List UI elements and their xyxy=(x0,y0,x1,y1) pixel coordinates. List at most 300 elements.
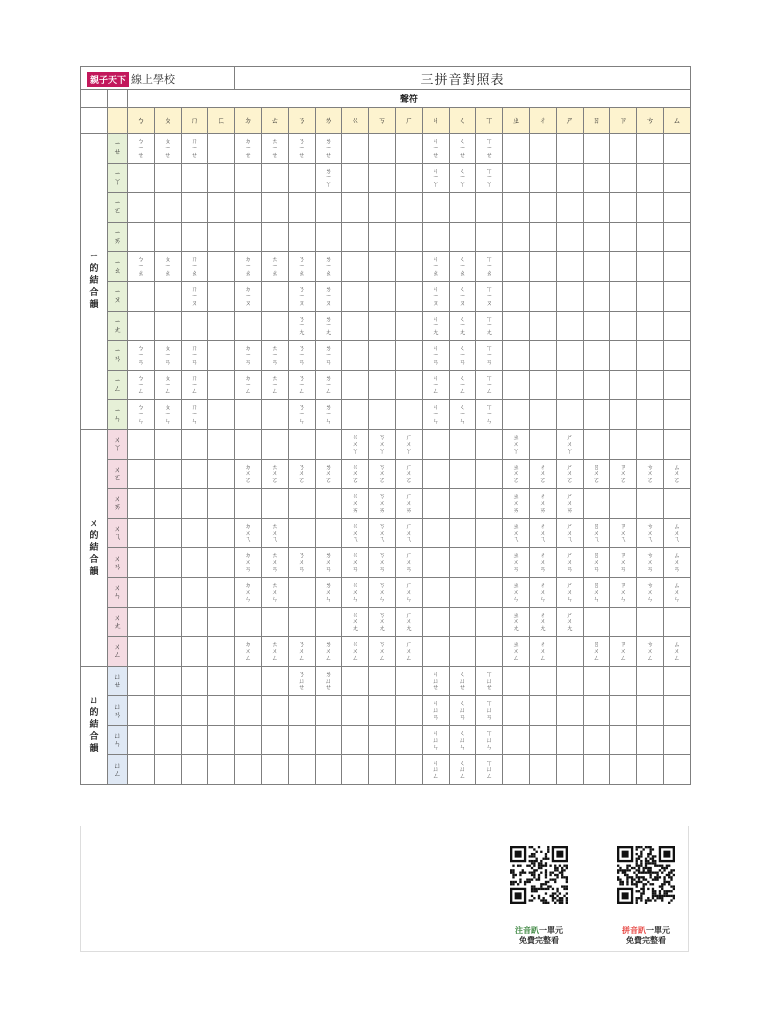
syllable-initial: ㄗ xyxy=(620,551,627,560)
syllable-cell xyxy=(235,637,262,667)
syllable-cell xyxy=(315,429,342,459)
group-label-char: ㄩ xyxy=(89,696,99,707)
syllable-cell xyxy=(128,370,155,400)
syllable-cell xyxy=(583,607,610,637)
syllable-part: ㄥ xyxy=(378,653,386,662)
syllable-initial: ㄓ xyxy=(512,610,520,619)
syllable-part: ㄨ xyxy=(378,587,386,596)
syllable-initial: ㄖ xyxy=(593,581,600,589)
syllable-initial: ㄉ xyxy=(244,462,252,471)
syllable-cell xyxy=(369,607,396,637)
syllable-cell xyxy=(288,370,315,400)
group-label xyxy=(81,666,108,784)
syllable-cell xyxy=(583,222,610,252)
promo-pinyin-line2: 免費完整看 xyxy=(626,936,666,945)
syllable-initial: ㄐ xyxy=(432,758,439,767)
syllable-part: ㄝ xyxy=(191,150,198,159)
syllable-part: ㄡ xyxy=(459,298,466,307)
final-char: ㄝ xyxy=(113,147,122,157)
syllable-initial: ㄙ xyxy=(673,521,681,530)
syllable-part: ㄣ xyxy=(459,417,466,426)
pinyin-chart-sheet xyxy=(80,66,689,785)
syllable-part: ㄨ xyxy=(673,528,681,537)
syllable-initial: ㄍ xyxy=(352,640,359,649)
syllable-cell xyxy=(154,518,181,548)
final-header-cell xyxy=(108,400,128,430)
syllable-initial: ㄖ xyxy=(593,551,600,560)
syllable-cell xyxy=(637,518,664,548)
table-row xyxy=(81,429,691,459)
syllable-cell xyxy=(556,637,583,667)
syllable-cell xyxy=(262,666,289,696)
syllable-part: ㄨ xyxy=(352,528,359,537)
syllable-part: ㄥ xyxy=(164,387,171,396)
syllable-cell xyxy=(262,637,289,667)
syllable-part: ㄧ xyxy=(432,380,439,389)
syllable-initial: ㄉ xyxy=(244,373,252,382)
syllable-cell xyxy=(342,134,369,164)
syllable-initial: ㄗ xyxy=(620,640,627,649)
syllable-cell xyxy=(610,577,637,607)
syllable-cell xyxy=(396,163,423,193)
syllable-part: ㄨ xyxy=(352,499,359,508)
final-header-cell xyxy=(108,518,128,548)
syllable-cell xyxy=(342,489,369,519)
syllable-cell xyxy=(154,163,181,193)
syllable-part: ㄛ xyxy=(539,476,547,485)
syllable-initial: ㄌ xyxy=(325,166,332,175)
syllable-part: ㄨ xyxy=(325,587,332,596)
syllable-cell xyxy=(556,311,583,341)
syllable-part: ㄥ xyxy=(137,387,145,396)
syllable-part: ㄧ xyxy=(191,410,198,419)
syllable-part: ㄧ xyxy=(298,321,305,330)
syllable-cell xyxy=(503,637,530,667)
syllable-initial: ㄋ xyxy=(298,462,305,471)
syllable-cell xyxy=(315,222,342,252)
final-char: ㄨ xyxy=(113,524,122,534)
syllable-cell xyxy=(663,281,690,311)
syllable-initial: ㄑ xyxy=(459,166,466,175)
syllable-part: ㄨ xyxy=(673,558,681,567)
syllable-cell xyxy=(476,666,503,696)
syllable-cell xyxy=(396,281,423,311)
syllable-part: ㄩ xyxy=(432,735,439,744)
syllable-part: ㄨ xyxy=(620,646,627,655)
syllable-cell xyxy=(610,193,637,223)
syllable-part: ㄧ xyxy=(486,291,493,300)
syllable-part: ㄨ xyxy=(593,646,600,655)
syllable-part: ㄟ xyxy=(673,535,681,544)
syllable-cell xyxy=(422,666,449,696)
syllable-cell xyxy=(556,400,583,430)
syllable-part: ㄣ xyxy=(593,594,600,603)
syllable-part: ㄨ xyxy=(352,558,359,567)
group-label-char: 合 xyxy=(89,732,99,743)
syllable-cell xyxy=(342,637,369,667)
syllable-initial: ㄐ xyxy=(432,403,439,412)
syllable-cell xyxy=(610,400,637,430)
syllable-cell xyxy=(503,725,530,755)
syllable-initial: ㄎ xyxy=(378,581,386,589)
syllable-cell xyxy=(449,370,476,400)
syllable-initial: ㄖ xyxy=(593,640,600,649)
syllable-cell xyxy=(663,341,690,371)
qr-block-pinyin xyxy=(610,846,682,946)
syllable-part: ㄨ xyxy=(378,617,386,626)
syllable-initial: ㄐ xyxy=(432,314,439,323)
syllable-part: ㄨ xyxy=(271,469,279,478)
syllable-initial: ㄘ xyxy=(646,521,654,530)
syllable-part: ㄨ xyxy=(244,587,252,596)
syllable-part: ㄣ xyxy=(325,417,332,426)
table-row xyxy=(81,193,691,223)
syllable-initial: ㄔ xyxy=(539,462,547,471)
table-row xyxy=(81,252,691,282)
syllable-cell xyxy=(422,429,449,459)
syllable-cell xyxy=(181,163,208,193)
syllable-part: ㄧ xyxy=(271,380,279,389)
syllable-cell xyxy=(315,370,342,400)
syllable-cell xyxy=(235,252,262,282)
syllable-cell xyxy=(610,222,637,252)
syllable-initial: ㄘ xyxy=(646,581,654,589)
syllable-cell xyxy=(556,489,583,519)
syllable-cell xyxy=(235,400,262,430)
syllable-cell xyxy=(476,222,503,252)
syllable-part: ㄨ xyxy=(512,439,520,448)
syllable-initial: ㄔ xyxy=(539,640,547,649)
final-char: ㄥ xyxy=(113,384,122,394)
syllable-cell xyxy=(610,370,637,400)
syllable-cell xyxy=(610,637,637,667)
syllable-cell xyxy=(181,607,208,637)
syllable-cell xyxy=(583,548,610,578)
syllable-cell xyxy=(369,518,396,548)
syllable-part: ㄤ xyxy=(325,328,332,337)
syllable-cell xyxy=(583,134,610,164)
syllable-cell xyxy=(208,252,235,282)
syllable-part: ㄥ xyxy=(459,772,466,781)
initial-header-cell: ㄊ xyxy=(262,108,289,134)
syllable-part: ㄧ xyxy=(325,351,332,360)
syllable-part: ㄛ xyxy=(593,476,600,485)
syllable-cell xyxy=(503,429,530,459)
syllable-cell xyxy=(262,163,289,193)
final-char: ㄧ xyxy=(113,198,122,208)
syllable-cell xyxy=(128,341,155,371)
syllable-cell xyxy=(530,193,557,223)
syllable-cell xyxy=(288,489,315,519)
syllable-part: ㄨ xyxy=(512,499,520,508)
syllable-cell xyxy=(262,311,289,341)
syllable-part: ㄢ xyxy=(486,712,493,721)
syllable-cell xyxy=(396,400,423,430)
syllable-initial: ㄕ xyxy=(566,433,573,442)
syllable-part: ㄨ xyxy=(325,469,332,478)
syllable-cell xyxy=(208,489,235,519)
syllable-part: ㄠ xyxy=(486,269,493,278)
syllable-part: ㄝ xyxy=(459,150,466,159)
syllable-cell xyxy=(530,341,557,371)
initial-header-cell: ㄙ xyxy=(663,108,690,134)
syllable-cell xyxy=(530,577,557,607)
table-row xyxy=(81,489,691,519)
syllable-cell xyxy=(235,607,262,637)
syllable-cell xyxy=(128,400,155,430)
syllable-initial: ㄑ xyxy=(459,373,466,382)
syllable-part: ㄢ xyxy=(459,712,466,721)
syllable-cell xyxy=(396,666,423,696)
qr-code-icon[interactable] xyxy=(510,846,568,904)
syllable-cell xyxy=(503,755,530,785)
group-label-char: 結 xyxy=(89,542,99,553)
syllable-part: ㄡ xyxy=(191,298,198,307)
syllable-initial: ㄏ xyxy=(405,581,413,589)
syllable-initial: ㄉ xyxy=(244,344,252,353)
syllable-part: ㄛ xyxy=(566,476,573,485)
syllable-cell xyxy=(154,252,181,282)
syllable-part: ㄢ xyxy=(432,357,439,366)
syllable-part: ㄛ xyxy=(271,476,279,485)
syllable-part: ㄨ xyxy=(539,469,547,478)
syllable-initial: ㄌ xyxy=(325,462,332,471)
syllable-cell xyxy=(663,193,690,223)
syllable-initial: ㄉ xyxy=(244,581,252,589)
initial-header-cell: ㄌ xyxy=(315,108,342,134)
initial-header-cell: ㄓ xyxy=(503,108,530,134)
table-row xyxy=(81,370,691,400)
syllable-cell xyxy=(208,548,235,578)
syllable-cell xyxy=(449,252,476,282)
syllable-cell xyxy=(181,311,208,341)
syllable-cell xyxy=(530,281,557,311)
syllable-part: ㄟ xyxy=(593,535,600,544)
final-char: ㄛ xyxy=(113,206,122,216)
syllable-part: ㄢ xyxy=(405,565,413,573)
syllable-cell xyxy=(503,252,530,282)
corner-cell xyxy=(81,108,108,134)
syllable-cell xyxy=(315,489,342,519)
syllable-cell xyxy=(154,696,181,726)
syllable-cell xyxy=(235,370,262,400)
final-header-cell xyxy=(108,489,128,519)
syllable-cell xyxy=(396,577,423,607)
syllable-part: ㄚ xyxy=(352,446,359,455)
syllable-part: ㄛ xyxy=(512,476,520,485)
syllable-cell xyxy=(583,518,610,548)
syllable-cell xyxy=(422,193,449,223)
syllable-initial: ㄉ xyxy=(244,255,252,264)
promo-pinyin[interactable] xyxy=(610,926,682,936)
syllable-initial: ㄐ xyxy=(432,699,439,708)
final-char: ㄧ xyxy=(113,316,122,326)
syllable-part: ㄧ xyxy=(459,321,466,330)
syllable-cell xyxy=(610,311,637,341)
syllable-cell xyxy=(476,459,503,489)
syllable-part: ㄣ xyxy=(271,594,279,603)
syllable-cell xyxy=(342,696,369,726)
syllable-cell xyxy=(556,696,583,726)
syllable-cell xyxy=(422,725,449,755)
syllable-part: ㄢ xyxy=(325,565,332,573)
syllable-part: ㄧ xyxy=(459,291,466,300)
syllable-part: ㄨ xyxy=(512,646,520,655)
syllable-cell xyxy=(235,548,262,578)
syllable-part: ㄛ xyxy=(673,476,681,485)
syllable-cell xyxy=(128,548,155,578)
syllable-initial: ㄔ xyxy=(539,610,547,619)
syllable-cell xyxy=(208,163,235,193)
syllable-cell xyxy=(181,755,208,785)
initial-header-cell: ㄋ xyxy=(288,108,315,134)
syllable-cell xyxy=(476,725,503,755)
corner-cell xyxy=(108,108,128,134)
syllable-cell xyxy=(637,459,664,489)
syllable-part: ㄩ xyxy=(325,676,332,685)
final-char: ㄩ xyxy=(113,701,122,711)
syllable-part: ㄟ xyxy=(271,535,279,544)
syllable-part: ㄧ xyxy=(325,380,332,389)
syllable-part: ㄨ xyxy=(673,469,681,478)
syllable-initial: ㄖ xyxy=(593,462,600,471)
promo-zhuyin[interactable] xyxy=(503,926,575,936)
syllable-initial: ㄅ xyxy=(137,137,145,146)
syllable-initial: ㄐ xyxy=(432,137,439,146)
syllable-cell xyxy=(556,163,583,193)
syllable-cell xyxy=(422,400,449,430)
syllable-part: ㄨ xyxy=(512,587,520,596)
syllable-part: ㄧ xyxy=(459,262,466,271)
syllable-cell xyxy=(422,577,449,607)
syllable-cell xyxy=(262,755,289,785)
syllable-cell xyxy=(262,459,289,489)
syllable-part: ㄧ xyxy=(298,291,305,300)
syllable-part: ㄧ xyxy=(191,143,198,152)
syllable-part: ㄧ xyxy=(164,262,171,271)
syllable-part: ㄟ xyxy=(405,535,413,544)
syllable-cell xyxy=(342,577,369,607)
syllable-cell xyxy=(235,341,262,371)
syllable-part: ㄣ xyxy=(486,742,493,751)
syllable-part: ㄛ xyxy=(405,476,413,485)
syllable-cell xyxy=(583,725,610,755)
syllable-cell xyxy=(369,429,396,459)
syllable-cell xyxy=(637,311,664,341)
syllable-cell xyxy=(530,311,557,341)
syllable-initial: ㄔ xyxy=(539,551,547,560)
syllable-part: ㄨ xyxy=(566,528,573,537)
syllable-cell xyxy=(476,637,503,667)
syllable-cell xyxy=(556,281,583,311)
initial-header-cell: ㄉ xyxy=(235,108,262,134)
syllable-cell xyxy=(128,637,155,667)
syllable-cell xyxy=(637,252,664,282)
syllable-part: ㄨ xyxy=(539,617,547,626)
syllable-cell xyxy=(208,134,235,164)
syllable-initial: ㄓ xyxy=(512,433,520,442)
syllable-initial: ㄎ xyxy=(378,462,386,471)
syllable-part: ㄝ xyxy=(271,150,279,159)
initial-header-cell: ㄎ xyxy=(369,108,396,134)
footer xyxy=(80,826,689,952)
syllable-part: ㄨ xyxy=(646,469,654,478)
syllable-cell xyxy=(530,400,557,430)
syllable-cell xyxy=(449,548,476,578)
syllable-cell xyxy=(315,400,342,430)
syllable-cell xyxy=(396,637,423,667)
syllable-part: ㄨ xyxy=(673,646,681,655)
syllable-cell xyxy=(449,281,476,311)
syllable-cell xyxy=(503,459,530,489)
syllable-cell xyxy=(556,607,583,637)
syllable-initial: ㄓ xyxy=(512,551,520,560)
syllable-part: ㄩ xyxy=(459,676,466,685)
syllable-initial: ㄓ xyxy=(512,521,520,530)
syllable-cell xyxy=(663,370,690,400)
syllable-cell xyxy=(476,163,503,193)
syllable-cell xyxy=(422,489,449,519)
syllable-cell xyxy=(262,222,289,252)
syllable-cell xyxy=(610,607,637,637)
syllable-cell xyxy=(422,163,449,193)
syllable-part: ㄧ xyxy=(486,410,493,419)
qr-code-icon[interactable] xyxy=(617,846,675,904)
syllable-cell xyxy=(422,548,449,578)
syllable-cell xyxy=(181,548,208,578)
syllable-part: ㄣ xyxy=(539,594,547,603)
syllable-cell xyxy=(342,459,369,489)
syllable-cell xyxy=(208,696,235,726)
syllable-part: ㄝ xyxy=(459,683,466,692)
syllable-part: ㄨ xyxy=(620,558,627,567)
syllable-part: ㄨ xyxy=(405,617,413,626)
syllable-cell xyxy=(288,400,315,430)
final-char: ㄧ xyxy=(113,228,122,238)
syllable-cell xyxy=(610,459,637,489)
syllable-cell xyxy=(396,459,423,489)
final-header-cell xyxy=(108,666,128,696)
syllable-part: ㄨ xyxy=(512,469,520,478)
syllable-part: ㄨ xyxy=(566,587,573,596)
syllable-initial: ㄗ xyxy=(620,462,627,471)
syllable-initial: ㄑ xyxy=(459,344,466,353)
final-char: ㄨ xyxy=(113,435,122,445)
syllable-initial: ㄇ xyxy=(191,137,198,146)
syllable-cell xyxy=(583,696,610,726)
final-header-cell xyxy=(108,163,128,193)
syllable-cell xyxy=(396,429,423,459)
syllable-initial: ㄏ xyxy=(405,433,413,442)
syllable-cell xyxy=(181,252,208,282)
table-row xyxy=(81,666,691,696)
syllable-part: ㄥ xyxy=(325,653,332,662)
syllable-cell xyxy=(610,548,637,578)
syllable-cell xyxy=(637,193,664,223)
syllable-cell xyxy=(288,222,315,252)
syllable-cell xyxy=(556,459,583,489)
syllable-cell xyxy=(583,489,610,519)
syllable-cell xyxy=(476,341,503,371)
syllable-initial: ㄘ xyxy=(646,640,654,649)
syllable-cell xyxy=(637,222,664,252)
syllable-cell xyxy=(422,222,449,252)
syllable-part: ㄣ xyxy=(191,417,198,426)
syllable-initial: ㄕ xyxy=(566,492,573,501)
syllable-part: ㄧ xyxy=(298,410,305,419)
syllable-cell xyxy=(530,666,557,696)
syllable-cell xyxy=(530,489,557,519)
